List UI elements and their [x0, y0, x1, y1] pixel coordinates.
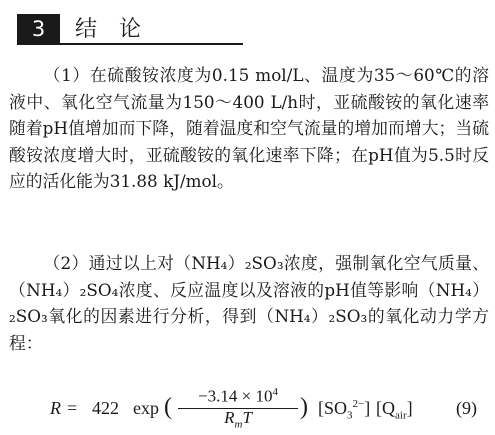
- equation-sulfite-term: [318, 398, 370, 422]
- section-title: 结论: [75, 17, 164, 42]
- paragraph-1: [9, 62, 489, 195]
- section-underline: [60, 43, 243, 45]
- equation-air-term: [376, 398, 413, 422]
- denominator-sub: m: [234, 418, 243, 431]
- qair-close: ]: [406, 398, 413, 418]
- equation-lhs: R: [50, 398, 61, 418]
- equation-right-paren: ): [300, 394, 308, 420]
- paragraph-2-text: （2）通过以上对（NH₄）₂SO₃浓度，强制氧化空气质量、（NH₄）₂SO₄浓度、反应温度以及溶液的pH值等影响（NH₄）₂SO₃氧化的因素进行分析，得到（NH₄）₂SO₃的氧化动力学方程：: [9, 253, 489, 353]
- equation-fraction: [178, 386, 298, 431]
- qair-open: [Q: [376, 398, 395, 418]
- so3-open: [SO: [318, 398, 348, 418]
- equation-coefficient: 422: [92, 398, 119, 418]
- numerator-base: −3.14 × 10: [198, 386, 273, 406]
- kinetic-equation: [0, 386, 495, 431]
- equation-equals: =: [67, 398, 78, 418]
- section-number: 3: [17, 14, 60, 45]
- qair-sub: air: [395, 409, 407, 422]
- numerator-exponent: 4: [272, 386, 278, 398]
- so3-sup: 2−: [352, 398, 365, 410]
- denominator-r: R: [224, 408, 235, 427]
- paragraph-1-text: （1）在硫酸铵浓度为0.15 mol/L、温度为35～60℃的溶液中、氧化空气流量为150～400 L/h时，亚硫酸铵的氧化速率随着pH值增加而下降，随着温度和空气流量的增加而增大；当硫酸铵浓度增大时，亚硫酸铵的氧化速率下降；在pH值为5.5时反应的活化能为31.88 kJ/mol。: [9, 65, 489, 192]
- equation-left-paren: (: [164, 394, 172, 420]
- section-header: [17, 14, 243, 46]
- denominator-t: T: [242, 408, 252, 427]
- so3-sub: 3: [347, 409, 353, 422]
- paragraph-2: [9, 250, 489, 356]
- fraction-denominator: [178, 408, 298, 430]
- so3-close: ]: [364, 398, 371, 418]
- equation-number: (9): [456, 398, 477, 418]
- equation-exp: exp: [133, 398, 159, 418]
- fraction-numerator: [178, 386, 298, 407]
